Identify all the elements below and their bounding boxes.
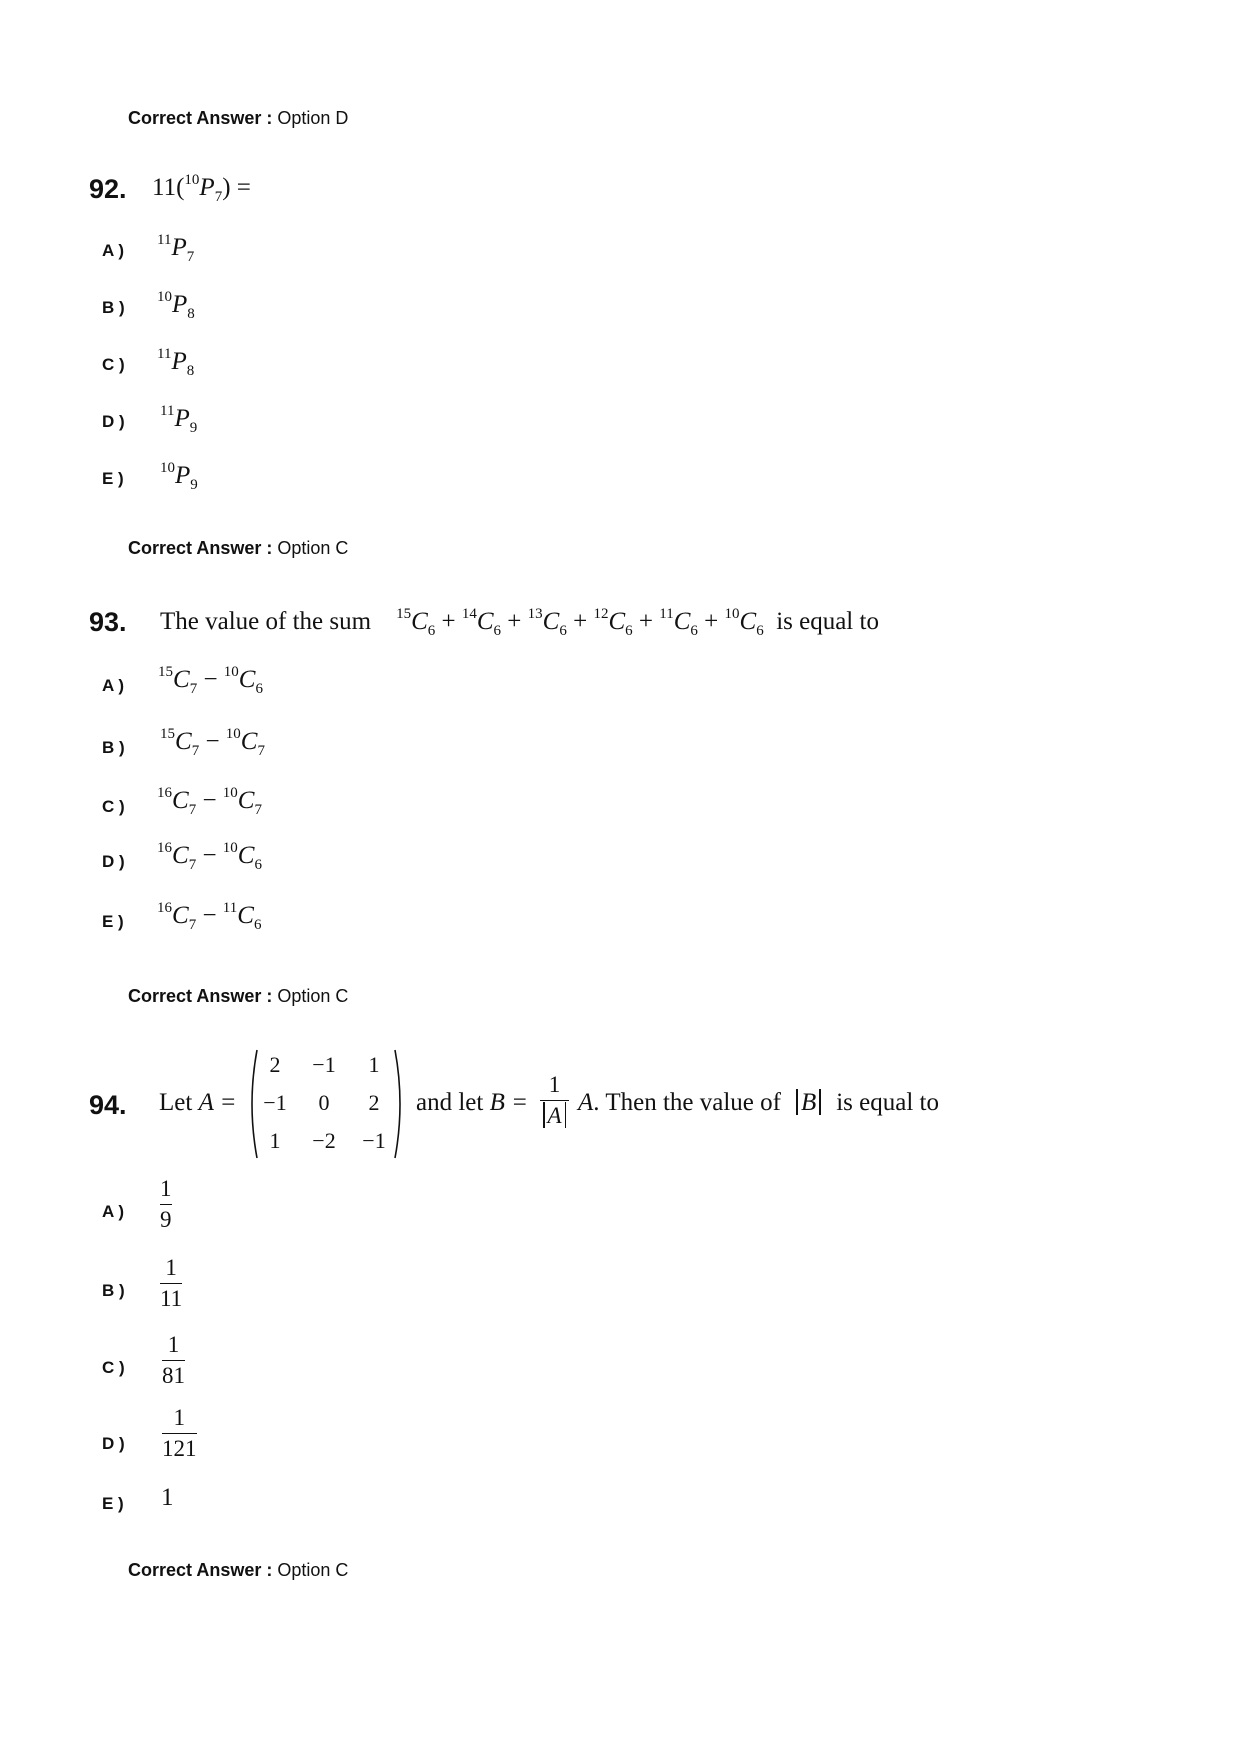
q93-option-c[interactable]: $^{16}C_7 - ^{10}C_7$ <box>157 785 262 818</box>
comb-r: 7 <box>188 857 197 873</box>
q93-suffix: is equal to <box>776 608 879 635</box>
det-A: A <box>547 1103 562 1128</box>
plus-sign: + <box>638 608 653 635</box>
fraction-denominator <box>540 1102 569 1130</box>
fraction-denominator: 11 <box>160 1286 183 1311</box>
correct-answer-label: Correct Answer : <box>128 538 273 558</box>
q94-option-c[interactable] <box>162 1331 185 1390</box>
q92-sub: 7 <box>214 189 223 205</box>
correct-answer-value: Option C <box>277 1560 349 1580</box>
comb-n: 11 <box>659 606 674 622</box>
correct-answer-value: Option C <box>277 986 349 1006</box>
q93-option-d[interactable]: $^{16}C_7 - ^{10}C_6$ <box>157 840 262 873</box>
q93-option-d-label[interactable]: D ) <box>102 852 125 871</box>
comb-n: 16 <box>157 840 172 856</box>
comb-n: 13 <box>527 606 543 622</box>
question-92-stem <box>152 172 251 206</box>
q92-pre: 10 <box>184 172 200 188</box>
perm-r: 9 <box>190 477 198 493</box>
comb-r: 7 <box>188 917 197 933</box>
q94-option-b[interactable] <box>160 1254 182 1313</box>
comb-r: 6 <box>253 917 262 933</box>
plus-sign: + <box>704 608 719 635</box>
fraction-numerator: 1 <box>167 1332 180 1357</box>
q94-option-b-label[interactable]: B ) <box>102 1281 125 1300</box>
q93-option-b[interactable]: $^{15}C_7 - ^{10}C_7$ <box>160 726 265 759</box>
matrix-cell: −1 <box>362 1128 386 1153</box>
correct-answer-value: Option D <box>277 108 349 128</box>
comb-n: 15 <box>396 606 412 622</box>
comb-n: 14 <box>461 606 477 622</box>
perm-n: 10 <box>157 289 172 305</box>
correct-answer-label: Correct Answer : <box>128 986 273 1006</box>
minus-sign: − <box>202 787 217 814</box>
q92-option-e-label[interactable]: E ) <box>102 469 124 488</box>
q94-and-let-text: and let <box>416 1089 484 1116</box>
correct-answer-91 <box>128 108 348 129</box>
perm-n: 11 <box>160 403 175 419</box>
matrix-a <box>245 1048 405 1160</box>
comb-r: 7 <box>257 743 265 759</box>
comb-n: 16 <box>157 900 172 916</box>
minus-sign: − <box>203 666 218 693</box>
comb-r: 6 <box>559 623 567 639</box>
q93-option-b-label[interactable]: B ) <box>102 738 125 757</box>
perm-r: 7 <box>186 249 195 265</box>
comb-n: 10 <box>222 785 238 801</box>
minus-sign: − <box>202 902 217 929</box>
comb-r: 6 <box>625 623 633 639</box>
comb-r: 6 <box>690 623 698 639</box>
minus-sign: − <box>205 728 220 755</box>
q92-option-a[interactable]: $^{11}P_7$ <box>157 232 195 265</box>
q94-and-let <box>416 1089 528 1117</box>
perm-n: 11 <box>157 232 172 248</box>
q93-option-c-label[interactable]: C ) <box>102 797 125 816</box>
comb-n: 15 <box>160 726 175 742</box>
matrix-cell: 2 <box>269 1052 281 1077</box>
fraction-numerator: 1 <box>548 1072 561 1097</box>
q94-fraction <box>540 1071 569 1130</box>
q94-option-e[interactable]: 1 <box>161 1484 174 1511</box>
q92-close: ) = <box>222 174 251 201</box>
comb-n: 10 <box>222 840 238 856</box>
q92-P: P <box>199 174 215 201</box>
comb-r: 6 <box>493 623 502 639</box>
fraction-numerator: 1 <box>165 1255 177 1280</box>
correct-answer-92 <box>128 538 348 559</box>
comb-r: 7 <box>188 802 197 818</box>
correct-answer-label: Correct Answer : <box>128 1560 273 1580</box>
q94-then-text: . Then the value of <box>593 1089 781 1116</box>
fraction-denominator: 121 <box>162 1436 197 1461</box>
matrix-cell: 1 <box>368 1052 380 1077</box>
matrix-cell: 0 <box>318 1090 330 1115</box>
plus-sign: + <box>507 608 522 635</box>
comb-n: 10 <box>223 664 239 680</box>
perm-r: 8 <box>186 363 195 379</box>
comb-r: 7 <box>189 681 198 697</box>
q94-let-text: Let <box>159 1089 193 1116</box>
plus-sign: + <box>441 608 456 635</box>
q94-option-c-label[interactable]: C ) <box>102 1358 125 1377</box>
fraction-numerator: 1 <box>173 1405 185 1430</box>
q94-A-eq: A = <box>198 1089 237 1116</box>
q92-option-b-label[interactable]: B ) <box>102 298 125 317</box>
comb-r: 6 <box>427 623 436 639</box>
matrix-cell: −1 <box>312 1052 336 1077</box>
q94-then <box>578 1089 939 1117</box>
q92-option-c[interactable]: $^{11}P_8$ <box>157 346 195 379</box>
perm-r: 9 <box>189 420 198 436</box>
matrix-cell: −1 <box>263 1090 287 1115</box>
q92-option-d[interactable]: $^{11}P_9$ <box>160 403 198 436</box>
comb-n: 15 <box>158 664 173 680</box>
q93-stem-text: The value of the sum <box>160 608 372 635</box>
comb-r: 6 <box>255 681 263 697</box>
q92-option-e[interactable]: $^{10}P_9$ <box>160 460 198 493</box>
det-B: B <box>800 1089 817 1116</box>
matrix-cell: 2 <box>368 1090 380 1115</box>
perm-r: 8 <box>187 306 195 322</box>
q92-option-d-label[interactable]: D ) <box>102 412 125 431</box>
q93-option-e-label[interactable]: E ) <box>102 912 124 931</box>
q92-option-c-label[interactable]: C ) <box>102 355 125 374</box>
question-number-92: 92. <box>89 174 127 204</box>
comb-r: 7 <box>191 743 200 759</box>
comb-n: 10 <box>225 726 241 742</box>
q93-option-a-label[interactable]: A ) <box>102 676 125 695</box>
comb-r: 6 <box>756 623 764 639</box>
q94-option-e-label[interactable]: E ) <box>102 1494 124 1513</box>
plus-sign: + <box>573 608 588 635</box>
comb-r: 7 <box>254 802 262 818</box>
q94-let <box>159 1089 237 1117</box>
matrix-cell: −2 <box>312 1128 336 1153</box>
correct-answer-93 <box>128 986 348 1007</box>
correct-answer-value: Option C <box>277 538 349 558</box>
q94-option-a-label[interactable]: A ) <box>102 1202 125 1221</box>
correct-answer-94 <box>128 1560 348 1581</box>
question-number-94: 94. <box>89 1090 127 1120</box>
q94-A: A <box>578 1089 594 1116</box>
q94-option-d-label[interactable]: D ) <box>102 1434 125 1453</box>
q94-option-d[interactable] <box>162 1404 197 1463</box>
matrix-cell: 1 <box>269 1128 281 1153</box>
comb-n: 12 <box>593 606 609 622</box>
perm-n: 10 <box>160 460 175 476</box>
comb-n: 11 <box>222 900 238 916</box>
fraction-denominator: 81 <box>162 1363 185 1388</box>
question-93-stem: The value of the sum $^{15}C_6 + ^{14}C_6 + ^{13}C_6 + ^{12}C_6 + ^{11}C_6 + ^{10}C_6$ is equal to <box>160 606 879 639</box>
perm-n: 11 <box>157 346 172 362</box>
fraction-numerator: 1 <box>160 1176 172 1201</box>
q92-option-a-label[interactable]: A ) <box>102 241 125 260</box>
question-number-93: 93. <box>89 607 127 637</box>
q93-option-e[interactable]: $^{16}C_7 - ^{11}C_6$ <box>157 900 262 933</box>
q92-coef: 11( <box>152 174 185 201</box>
correct-answer-label: Correct Answer : <box>128 108 273 128</box>
fraction-denominator: 9 <box>160 1207 172 1232</box>
comb-n: 10 <box>724 606 740 622</box>
q92-option-b[interactable]: $^{10}P_8$ <box>157 289 195 322</box>
comb-r: 6 <box>254 857 262 873</box>
comb-n: 16 <box>157 785 172 801</box>
minus-sign: − <box>202 842 217 869</box>
q94-suffix: is equal to <box>836 1089 939 1116</box>
q93-option-a[interactable]: $^{15}C_7 - ^{10}C_6$ <box>158 664 263 697</box>
q94-option-a[interactable] <box>160 1175 172 1234</box>
q94-B-eq: B = <box>489 1089 528 1116</box>
